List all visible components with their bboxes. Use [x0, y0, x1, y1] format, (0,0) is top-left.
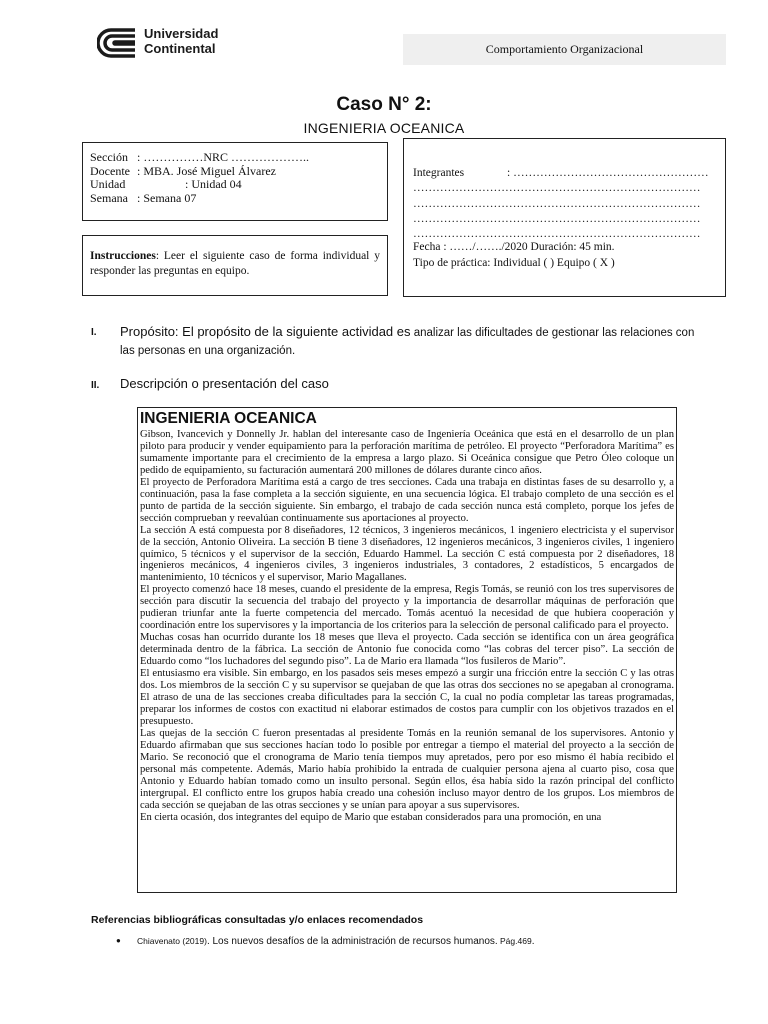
- unidad-row: [90, 178, 381, 192]
- case-description-box: [137, 407, 677, 893]
- unidad-value: : Unidad 04: [185, 177, 242, 191]
- course-name: Comportamiento Organizacional: [485, 42, 644, 56]
- university-logo: [97, 24, 237, 64]
- case-paragraph: Las quejas de la sección C fueron presentadas al presidente Tomás en la reunión semanal de los supervisores. Antonio y Eduardo afirmaban que sus secciones hacían todo lo posible por entregar a tiempo el material del proyecto a la sección de Mario. Se reconoció que el cronograma de Mario tenía tiempos muy apretados, pero por eso mismo él había recibido el personal más competente. Además, Mario había prohibido la entrada de cualquier persona ajena al cuarto piso, cosa que Antonio y Eduardo habían tomado como un insulto personal. Según ellos, ésa había sido la razón principal del conflicto intergrupal. El conflicto entre los grupos había creado una cohesión incluso mayor dentro de los grupos. Los miembros de cada sección se quejaban de las otras secciones y se unían para apoyar a sus supervisores.: [140, 727, 674, 811]
- institution-name-line1: Universidad: [144, 26, 219, 41]
- case-paragraph: El entusiasmo era visible. Sin embargo, en los pasados seis meses empezó a surgir una fricción entre la sección C y las otras dos. Los miembros de la sección C y su supervisor se quejaban de que las otras dos secciones no se apegaban al cronograma. El atraso de una de las secciones creaba dificultades para la sección C, la cual no podía completar las tareas programadas, preparar los informes de costos con exactitud ni elaborar estimados de costos para cumplir con los objetivos trazados en el presupuesto.: [140, 668, 674, 727]
- integrantes-line: …………………………………………………………………: [413, 228, 701, 241]
- integrantes-line: …………………………………………………………………: [413, 197, 701, 210]
- institution-name-line2: Continental: [144, 41, 216, 56]
- instructions-box: [82, 235, 388, 296]
- fecha-row: Fecha : ……/……./2020 Duración: 45 min.: [413, 241, 615, 254]
- references-heading: Referencias bibliográficas consultadas y/o enlaces recomendados: [91, 914, 424, 926]
- university-logo-icon: [97, 24, 139, 62]
- case-paragraph: En cierta ocasión, dos integrantes del equipo de Mario que estaban considerados para una promoción, en una: [140, 811, 602, 823]
- integrantes-row: [413, 166, 717, 181]
- case-paragraph: Gibson, Ivancevich y Donnelly Jr. hablan del interesante caso de Ingeniería Oceánica que está en el desarrollo de un plan piloto para producir y vender equipamiento para la perforación marítima de petróleo. El proyecto “Perforadora Marítima” es sumamente importante para el crecimiento de la empresa a largo plazo. Si Oceánica consigue que Petro Óleo coloque un pedido de equipamiento, su facturación aumentará 200 millones de dólares durante cinco años.: [140, 429, 674, 476]
- semana-value: : Semana 07: [137, 190, 197, 205]
- reference-page: Pág.469: [497, 936, 532, 946]
- section-1-text: analizar las dificultades de gestionar las relaciones con las personas en una organización.: [120, 327, 695, 357]
- case-title: INGENIERIA OCEANICA: [140, 410, 317, 427]
- section-1-number: I.: [91, 327, 97, 338]
- section-1-purpose: [120, 323, 700, 360]
- tipo-practica-row: Tipo de práctica: Individual ( ) Equipo ( X ): [413, 256, 615, 269]
- reference-author: Chiavenato (2019): [137, 936, 207, 946]
- bullet-icon: ●: [116, 936, 121, 945]
- team-info-box: [403, 138, 726, 297]
- semana-label: Semana: [90, 190, 128, 205]
- docente-value: : MBA. José Miguel Álvarez: [137, 163, 276, 178]
- reference-end: .: [531, 936, 535, 947]
- case-paragraph: La sección A está compuesta por 8 diseñadores, 12 técnicos, 3 ingenieros mecánicos, 1 ingeniero electricista y el supervisor de la sección, Antonio Oliveira. La sección B tiene 3 diseñadores, 12 ingenieros mecánicos, 3 ingenieros civiles, 1 ingeniero químico, 5 técnicos y el supervisor de la sección, Eduardo Hammel. La sección C está compuesta por 2 diseñadores, 18 ingenieros mecánicos, 4 ingenieros civiles, 3 ingenieros industriales, 3 contadores, 2 estadísticos, 5 encargados de mantenimiento, 10 técnicos y el supervisor, Mario Magallanes.: [140, 524, 674, 584]
- case-paragraph: Muchas cosas han ocurrido durante los 18 meses que lleva el proyecto. Cada sección se identifica con un área geográfica determinada dentro de la fábrica. La sección de Antonio fue conocida como “las cobras del tercer piso”. La sección de Eduardo como “los luchadores del segundo piso”. La de Mario era llamada “los fusileros de Mario”.: [140, 632, 674, 668]
- case-paragraph: El proyecto de Perforadora Marítima está a cargo de tres secciones. Cada una trabaja en distintas fases de su desarrollo y, a continuación, pasa la fase completa a la sección siguiente, en una secuencia lógica. El trabajo completo de una sección es el punto de partida de la sección siguiente. Sin embargo, el trabajo de cada sección nunca está completo, porque los jefes de sección comprueban y reevalúan continuamente sus aportaciones al proyecto.: [140, 476, 674, 524]
- integrantes-line: …………………………………………………………………: [413, 212, 701, 225]
- integrantes-line: …………………………………………………………………: [413, 182, 701, 195]
- section-2-number: II.: [91, 380, 100, 391]
- integrantes-value: : ……………………………………………: [507, 167, 709, 179]
- page-title: Caso N° 2:: [336, 94, 432, 115]
- semana-row: [90, 192, 381, 206]
- section-1-heading: Propósito: El propósito de la siguiente actividad es: [120, 324, 411, 339]
- course-info-box: [82, 142, 388, 221]
- case-paragraph: El proyecto comenzó hace 18 meses, cuando el presidente de la empresa, Regis Tomás, se reunió con los tres supervisores de sección para discutir la secuencia del trabajo del proyecto y la importancia de desarrollar máquinas de perforación que pudieran triunfar ante la fuerte competencia del mercado. Tomás acentuó la necesidad de que hubiera cooperación y coordinación entre los supervisores y la importancia de los criterios para la selección de personal calificado para el proyecto.: [140, 584, 674, 632]
- seccion-label: Sección: [90, 150, 128, 164]
- unidad-label: Unidad: [90, 177, 126, 191]
- page-subtitle: INGENIERIA OCEANICA: [303, 120, 465, 136]
- reference-item: [137, 936, 534, 947]
- instructions-label: Instrucciones: [90, 250, 156, 262]
- integrantes-label: Integrantes: [413, 167, 465, 179]
- section-2-heading: Descripción o presentación del caso: [120, 376, 329, 391]
- reference-title: . Los nuevos desafíos de la administración de recursos humanos.: [206, 936, 498, 947]
- seccion-value: : ……………NRC ………………..: [137, 150, 310, 164]
- seccion-row: [90, 151, 381, 165]
- instructions-text: : Leer el siguiente caso de forma individual y responder las preguntas en equipo.: [90, 250, 380, 277]
- docente-row: [90, 165, 381, 179]
- docente-label: Docente: [90, 163, 130, 178]
- course-header: [403, 34, 726, 65]
